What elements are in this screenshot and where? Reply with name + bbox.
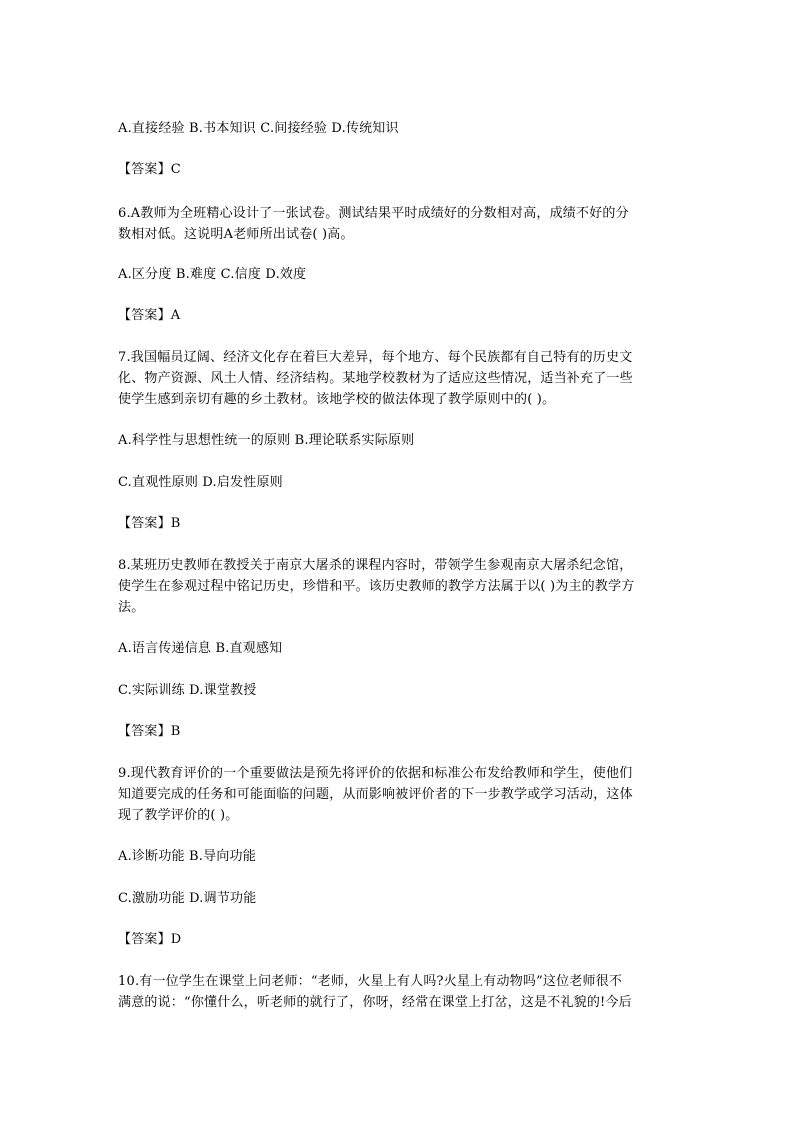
q10-text-line-1: 10.有一位学生在课堂上问老师：“老师，火星上有人吗?火星上有动物吗”这位老师很不	[118, 974, 623, 989]
q6-text-line-1: 6.A教师为全班精心设计了一张试卷。测试结果平时成绩好的分数相对高，成绩不好的分	[118, 206, 629, 221]
q8-options-line-2: C.实际训练 D.课堂教授	[118, 683, 257, 698]
q8-text-line-2: 使学生在参观过程中铭记历史，珍惜和平。该历史教师的教学方法属于以( )为主的教学方	[118, 579, 635, 594]
q6-text-line-2: 数相对低。这说明A老师所出试卷( )高。	[118, 227, 354, 242]
q5-options: A.直接经验 B.书本知识 C.间接经验 D.传统知识	[118, 121, 399, 136]
q7-text-line-1: 7.我国幅员辽阔、经济文化存在着巨大差异，每个地方、每个民族都有自己特有的历史文	[118, 350, 633, 365]
q8-text-line-3: 法。	[118, 600, 145, 615]
q9-text-line-1: 9.现代教育评价的一个重要做法是预先将评价的依据和标准公布发给教师和学生，使他们	[118, 766, 633, 781]
q9-options-line-1: A.诊断功能 B.导向功能	[118, 849, 256, 864]
q9-text-line-2: 知道要完成的任务和可能面临的问题，从而影响被评价者的下一步教学或学习活动，这体	[118, 787, 633, 802]
q9-options-line-2: C.激励功能 D.调节功能	[118, 891, 257, 906]
q9-answer: 【答案】D	[118, 932, 182, 947]
q5-answer: 【答案】C	[118, 162, 181, 177]
q8-text-line-1: 8.某班历史教师在教授关于南京大屠杀的课程内容时，带领学生参观南京大屠杀纪念馆，	[118, 558, 633, 573]
q7-text-line-2: 化、物产资源、风土人情、经济结构。某地学校教材为了适应这些情况，适当补充了一些	[118, 371, 633, 386]
q6-options: A.区分度 B.难度 C.信度 D.效度	[118, 267, 307, 282]
q7-answer: 【答案】B	[118, 516, 181, 531]
q8-answer: 【答案】B	[118, 724, 181, 739]
q10-text-line-2: 满意的说：“你懂什么，听老师的就行了，你呀，经常在课堂上打岔，这是不礼貌的!今后	[118, 995, 632, 1010]
q8-options-line-1: A.语言传递信息 B.直观感知	[118, 641, 283, 656]
q7-text-line-3: 使学生感到亲切有趣的乡土教材。该地学校的做法体现了教学原则中的( )。	[118, 392, 556, 407]
q6-answer: 【答案】A	[118, 308, 181, 323]
q7-options-line-2: C.直观性原则 D.启发性原则	[118, 475, 283, 490]
q9-text-line-3: 现了教学评价的( )。	[118, 808, 239, 823]
q7-options-line-1: A.科学性与思想性统一的原则 B.理论联系实际原则	[118, 433, 415, 448]
